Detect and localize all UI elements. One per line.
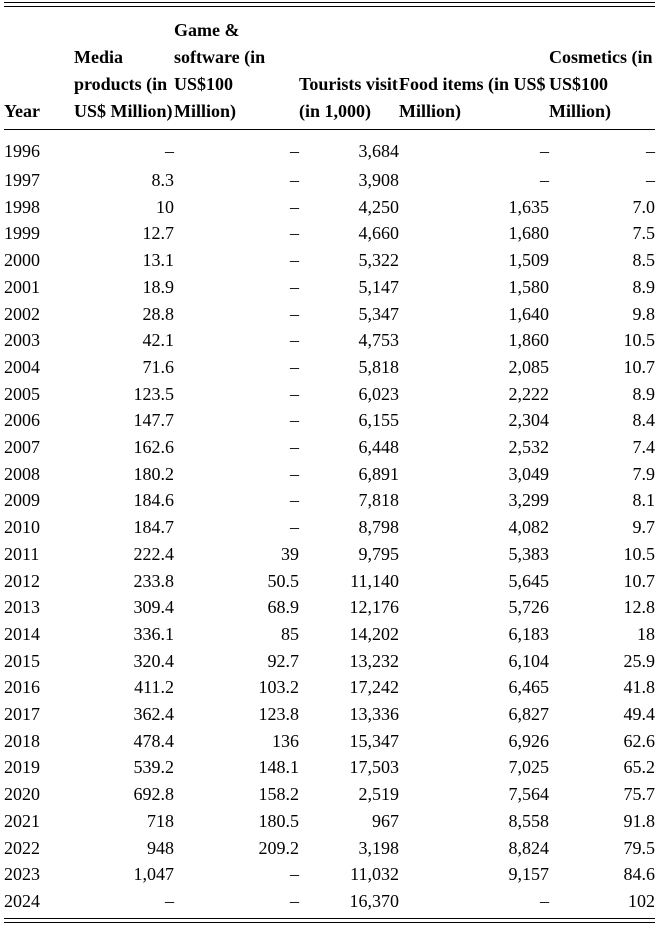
cell-media-products: 362.4 — [133, 704, 174, 725]
header-tourists-visit: Tourists visit (in 1,000) — [299, 74, 398, 121]
cell-year: 2001 — [4, 276, 40, 297]
cell-cosmetics: 79.5 — [623, 837, 655, 858]
table-row — [4, 327, 655, 354]
cell-game-software: – — [290, 250, 299, 271]
cell-game-software: – — [290, 410, 299, 431]
cell-game-software: 103.2 — [258, 677, 299, 698]
cell-game-software: – — [290, 517, 299, 538]
cell-cosmetics: 7.9 — [632, 463, 655, 484]
cell-cosmetics: 25.9 — [623, 650, 655, 671]
cell-game-software: 50.5 — [267, 570, 299, 591]
cell-year: 2024 — [4, 890, 40, 911]
table-row — [4, 381, 655, 408]
cell-game-software: – — [290, 223, 299, 244]
cell-cosmetics: 7.5 — [632, 223, 655, 244]
cell-food-items: 1,860 — [508, 330, 549, 351]
cell-year: 2014 — [4, 623, 40, 644]
cell-game-software: – — [290, 463, 299, 484]
table-row — [4, 594, 655, 621]
cell-tourists-visit: 6,155 — [358, 410, 399, 431]
cell-year: 2004 — [4, 356, 40, 377]
cell-media-products: – — [165, 140, 174, 161]
cell-media-products: 184.6 — [133, 490, 174, 511]
cell-food-items: 1,680 — [508, 223, 549, 244]
cell-game-software: – — [290, 303, 299, 324]
cell-food-items: 8,824 — [508, 837, 549, 858]
cell-cosmetics: 65.2 — [623, 757, 655, 778]
cell-media-products: 233.8 — [133, 570, 174, 591]
cell-media-products: – — [165, 890, 174, 911]
cell-food-items: 2,085 — [508, 356, 549, 377]
cell-year: 2010 — [4, 517, 40, 538]
cell-media-products: 222.4 — [133, 543, 174, 564]
cell-tourists-visit: 17,242 — [349, 677, 399, 698]
table-row — [4, 434, 655, 461]
cell-year: 2006 — [4, 410, 40, 431]
cell-food-items: 2,304 — [508, 410, 549, 431]
cell-game-software: 123.8 — [258, 704, 299, 725]
cell-tourists-visit: 17,503 — [349, 757, 399, 778]
cell-game-software: – — [290, 383, 299, 404]
cell-tourists-visit: 4,753 — [358, 330, 399, 351]
table-row — [4, 701, 655, 728]
cell-media-products: 71.6 — [142, 356, 174, 377]
table-row — [4, 728, 655, 755]
cell-cosmetics: 7.4 — [632, 437, 655, 458]
header-game-software: Game & software (in US$100 Million) — [174, 20, 266, 121]
cell-food-items: 7,025 — [508, 757, 549, 778]
cell-media-products: 336.1 — [133, 623, 174, 644]
cell-cosmetics: 62.6 — [623, 730, 655, 751]
table-row — [4, 220, 655, 247]
cell-food-items: 3,049 — [508, 463, 549, 484]
cell-media-products: 692.8 — [133, 784, 174, 805]
cell-media-products: 184.7 — [133, 517, 174, 538]
cell-tourists-visit: 5,322 — [358, 250, 399, 271]
cell-media-products: 28.8 — [142, 303, 174, 324]
table-row — [4, 568, 655, 595]
table-row — [4, 487, 655, 514]
cell-game-software: – — [290, 356, 299, 377]
cell-year: 2008 — [4, 463, 40, 484]
cell-cosmetics: 49.4 — [623, 704, 655, 725]
table-row — [4, 274, 655, 301]
cell-year: 2012 — [4, 570, 40, 591]
header-media-products: Media products (in US$ Million) — [74, 47, 173, 121]
cell-tourists-visit: 5,147 — [358, 276, 399, 297]
cell-food-items: 6,183 — [508, 623, 549, 644]
cell-year: 1999 — [4, 223, 40, 244]
cell-game-software: 39 — [281, 543, 299, 564]
cell-year: 2005 — [4, 383, 40, 404]
cell-tourists-visit: 3,908 — [358, 170, 399, 190]
cell-tourists-visit: 16,370 — [349, 890, 399, 911]
cell-cosmetics: 8.1 — [632, 490, 655, 511]
cell-cosmetics: 75.7 — [623, 784, 655, 805]
top-rule-outer — [4, 2, 655, 3]
cell-media-products: 718 — [147, 810, 174, 831]
cell-year: 2016 — [4, 677, 40, 698]
cell-food-items: – — [540, 890, 549, 911]
cell-food-items: 1,635 — [508, 196, 549, 217]
cell-year: 1996 — [4, 140, 40, 161]
cell-year: 2007 — [4, 437, 40, 458]
table-row — [4, 835, 655, 862]
table-row — [4, 301, 655, 328]
cell-media-products: 478.4 — [133, 730, 174, 751]
table-row — [4, 648, 655, 675]
cell-cosmetics: 7.0 — [632, 196, 655, 217]
cell-media-products: 123.5 — [133, 383, 174, 404]
cell-food-items: 9,157 — [508, 864, 549, 885]
cell-game-software: 180.5 — [258, 810, 299, 831]
cell-game-software: – — [290, 864, 299, 885]
bottom-rule-outer — [4, 922, 655, 923]
cell-game-software: 158.2 — [258, 784, 299, 805]
cell-tourists-visit: 5,347 — [358, 303, 399, 324]
cell-tourists-visit: 4,660 — [358, 223, 399, 244]
cell-media-products: 309.4 — [133, 597, 174, 618]
cell-year: 2020 — [4, 784, 40, 805]
cell-cosmetics: 8.9 — [632, 276, 655, 297]
table-row — [4, 461, 655, 488]
table-row — [4, 754, 655, 781]
cell-cosmetics: 10.5 — [623, 543, 655, 564]
cell-tourists-visit: 5,818 — [358, 356, 399, 377]
cell-tourists-visit: 6,023 — [358, 383, 399, 404]
cell-food-items: 6,104 — [508, 650, 549, 671]
cell-tourists-visit: 12,176 — [349, 597, 399, 618]
cell-food-items: 6,465 — [508, 677, 549, 698]
cell-cosmetics: 8.4 — [632, 410, 655, 431]
cell-food-items: 2,222 — [508, 383, 549, 404]
table-row — [4, 781, 655, 808]
cell-game-software: 85 — [281, 623, 299, 644]
cell-media-products: 1,047 — [133, 864, 174, 885]
cell-media-products: 42.1 — [142, 330, 174, 351]
cell-game-software: – — [290, 330, 299, 351]
cell-tourists-visit: 4,250 — [358, 196, 399, 217]
cell-game-software: 92.7 — [267, 650, 299, 671]
cell-year: 2013 — [4, 597, 40, 618]
cell-game-software: – — [290, 196, 299, 217]
cell-cosmetics: – — [646, 170, 655, 190]
bottom-rule-inner — [4, 918, 655, 919]
cell-tourists-visit: 3,684 — [358, 140, 399, 161]
cell-year: 2000 — [4, 250, 40, 271]
table-row — [4, 167, 655, 194]
cell-tourists-visit: 6,448 — [358, 437, 399, 458]
cell-year: 2003 — [4, 330, 40, 351]
table-row — [4, 194, 655, 221]
cell-cosmetics: 10.7 — [623, 570, 655, 591]
cell-year: 2015 — [4, 650, 40, 671]
cell-cosmetics: 10.7 — [623, 356, 655, 377]
cell-cosmetics: 12.8 — [623, 597, 655, 618]
cell-tourists-visit: 14,202 — [349, 623, 399, 644]
cell-food-items: 4,082 — [508, 517, 549, 538]
cell-food-items: 1,640 — [508, 303, 549, 324]
cell-game-software: – — [290, 140, 299, 161]
cell-tourists-visit: 3,198 — [358, 837, 399, 858]
cell-game-software: – — [290, 276, 299, 297]
header-cosmetics: Cosmetics (in US$100 Million) — [549, 47, 653, 121]
cell-year: 2017 — [4, 704, 40, 725]
cell-cosmetics: 8.9 — [632, 383, 655, 404]
cell-tourists-visit: 9,795 — [358, 543, 399, 564]
cell-food-items: – — [540, 170, 549, 190]
cell-food-items: 8,558 — [508, 810, 549, 831]
cell-year: 2021 — [4, 810, 40, 831]
cell-year: 1998 — [4, 196, 40, 217]
cell-food-items: 5,645 — [508, 570, 549, 591]
cell-tourists-visit: 7,818 — [358, 490, 399, 511]
table-row — [4, 621, 655, 648]
cell-game-software: 209.2 — [258, 837, 299, 858]
cell-cosmetics: 91.8 — [623, 810, 655, 831]
cell-year: 2023 — [4, 864, 40, 885]
cell-game-software: – — [290, 490, 299, 511]
cell-food-items: 3,299 — [508, 490, 549, 511]
cell-media-products: 12.7 — [142, 223, 174, 244]
cell-game-software: – — [290, 437, 299, 458]
table-row — [4, 129, 655, 167]
cell-media-products: 539.2 — [133, 757, 174, 778]
table-row — [4, 247, 655, 274]
cell-year: 2018 — [4, 730, 40, 751]
cell-media-products: 948 — [147, 837, 174, 858]
header-row — [4, 7, 655, 129]
cell-tourists-visit: 8,798 — [358, 517, 399, 538]
cell-media-products: 10 — [156, 196, 174, 217]
cell-tourists-visit: 6,891 — [358, 463, 399, 484]
cell-year: 2002 — [4, 303, 40, 324]
cell-media-products: 18.9 — [142, 276, 174, 297]
cell-cosmetics: 8.5 — [632, 250, 655, 271]
cell-food-items: – — [540, 140, 549, 161]
cell-game-software: 68.9 — [267, 597, 299, 618]
cell-cosmetics: – — [646, 140, 655, 161]
cell-cosmetics: 9.7 — [632, 517, 655, 538]
cell-food-items: 1,509 — [508, 250, 549, 271]
cell-cosmetics: 84.6 — [623, 864, 655, 885]
table-row — [4, 541, 655, 568]
data-table — [4, 7, 655, 915]
cell-food-items: 6,827 — [508, 704, 549, 725]
cell-year: 1997 — [4, 170, 40, 190]
header-rule — [4, 129, 655, 130]
cell-cosmetics: 102 — [628, 890, 655, 911]
cell-food-items: 5,383 — [508, 543, 549, 564]
table-row — [4, 888, 655, 915]
cell-game-software: 136 — [272, 730, 299, 751]
header-food-items: Food items (in US$ Million) — [399, 74, 546, 121]
cell-media-products: 8.3 — [151, 170, 174, 190]
cell-food-items: 6,926 — [508, 730, 549, 751]
cell-media-products: 147.7 — [133, 410, 174, 431]
cell-media-products: 162.6 — [133, 437, 174, 458]
cell-tourists-visit: 13,232 — [349, 650, 399, 671]
table-row — [4, 354, 655, 381]
cell-media-products: 411.2 — [134, 677, 174, 698]
table-row — [4, 861, 655, 888]
cell-cosmetics: 18 — [637, 623, 655, 644]
cell-year: 2019 — [4, 757, 40, 778]
cell-media-products: 13.1 — [142, 250, 174, 271]
cell-tourists-visit: 11,140 — [350, 570, 399, 591]
cell-food-items: 2,532 — [508, 437, 549, 458]
table-row — [4, 407, 655, 434]
cell-game-software: – — [290, 890, 299, 911]
table-body — [4, 129, 655, 915]
cell-cosmetics: 9.8 — [632, 303, 655, 324]
header-year: Year — [4, 101, 40, 121]
cell-year: 2022 — [4, 837, 40, 858]
table-row — [4, 808, 655, 835]
cell-food-items: 7,564 — [508, 784, 549, 805]
cell-tourists-visit: 15,347 — [349, 730, 399, 751]
cell-game-software: 148.1 — [258, 757, 299, 778]
table-row — [4, 514, 655, 541]
cell-tourists-visit: 11,032 — [350, 864, 399, 885]
cell-tourists-visit: 2,519 — [358, 784, 399, 805]
cell-media-products: 320.4 — [133, 650, 174, 671]
cell-media-products: 180.2 — [133, 463, 174, 484]
cell-food-items: 5,726 — [508, 597, 549, 618]
cell-food-items: 1,580 — [508, 276, 549, 297]
cell-year: 2009 — [4, 490, 40, 511]
cell-game-software: – — [290, 170, 299, 190]
table-row — [4, 674, 655, 701]
cell-year: 2011 — [4, 543, 40, 564]
cell-cosmetics: 41.8 — [623, 677, 655, 698]
table-header — [4, 7, 655, 129]
cell-cosmetics: 10.5 — [623, 330, 655, 351]
cell-tourists-visit: 13,336 — [349, 704, 399, 725]
cell-tourists-visit: 967 — [372, 810, 399, 831]
